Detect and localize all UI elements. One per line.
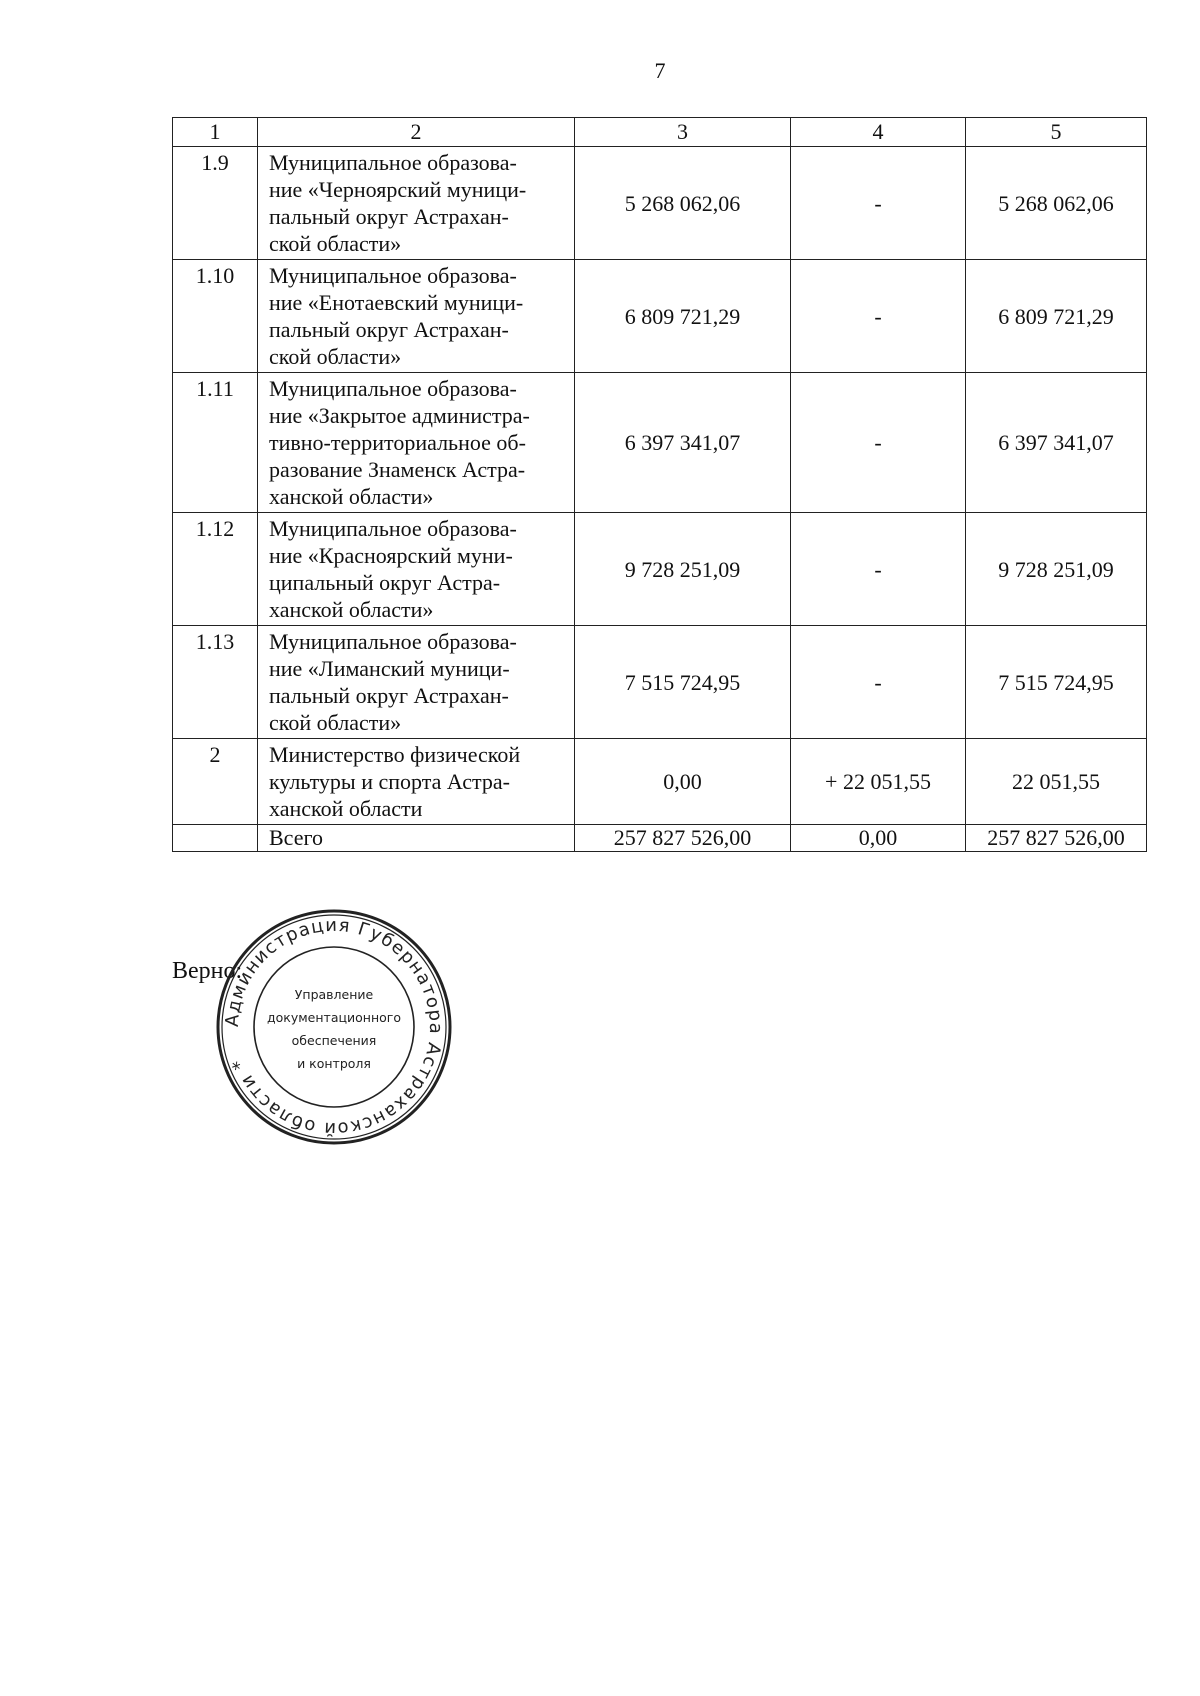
table-row	[173, 147, 1147, 260]
change-cell: + 22 051,55	[791, 739, 966, 825]
amount-cell: 6 809 721,29	[575, 260, 791, 373]
recipient-name-line: Муниципальное образова-	[269, 263, 517, 288]
new-amount-cell: 6 397 341,07	[966, 373, 1147, 513]
change-cell: -	[791, 626, 966, 739]
recipient-name	[258, 373, 575, 513]
recipient-name	[258, 626, 575, 739]
change-cell: -	[791, 147, 966, 260]
column-header: 4	[791, 118, 966, 147]
allocation-table	[172, 117, 1147, 852]
recipient-name-line: ние «Красноярский муни-	[269, 543, 513, 568]
recipient-name-line: ской области»	[269, 710, 402, 735]
total-row	[173, 825, 1147, 852]
row-number: 1.13	[173, 626, 258, 739]
recipient-name-line: ханской области»	[269, 597, 434, 622]
recipient-name-line: ние «Черноярский муници-	[269, 177, 527, 202]
recipient-name	[258, 739, 575, 825]
table-row	[173, 513, 1147, 626]
amount-cell: 6 397 341,07	[575, 373, 791, 513]
recipient-name-line: культуры и спорта Астра-	[269, 769, 510, 794]
stamp-inner-line: Управление	[294, 987, 374, 1002]
total-label: Всего	[258, 825, 575, 852]
new-amount-cell: 7 515 724,95	[966, 626, 1147, 739]
recipient-name-line: Министерство физической	[269, 742, 521, 767]
total-change: 0,00	[791, 825, 966, 852]
table-header-row	[173, 118, 1147, 147]
recipient-name-line: Муниципальное образова-	[269, 376, 517, 401]
recipient-name	[258, 147, 575, 260]
table-row	[173, 739, 1147, 825]
total-new-amount: 257 827 526,00	[966, 825, 1147, 852]
table-row	[173, 373, 1147, 513]
recipient-name-line: ние «Закрытое администра-	[269, 403, 530, 428]
row-number: 2	[173, 739, 258, 825]
recipient-name-line: пальный округ Астрахан-	[269, 683, 509, 708]
official-stamp	[214, 907, 454, 1147]
table-row	[173, 626, 1147, 739]
change-cell: -	[791, 260, 966, 373]
recipient-name-line: пальный округ Астрахан-	[269, 204, 509, 229]
stamp-inner-line: документационного	[267, 1010, 401, 1025]
change-cell: -	[791, 373, 966, 513]
total-amount: 257 827 526,00	[575, 825, 791, 852]
recipient-name	[258, 513, 575, 626]
page-number: 7	[654, 58, 666, 83]
recipient-name-line: Муниципальное образова-	[269, 629, 517, 654]
amount-cell: 0,00	[575, 739, 791, 825]
column-header: 1	[173, 118, 258, 147]
recipient-name-line: ципальный округ Астра-	[269, 570, 501, 595]
row-number: 1.11	[173, 373, 258, 513]
table-row	[173, 260, 1147, 373]
stamp-inner-line: и контроля	[297, 1056, 371, 1071]
new-amount-cell: 5 268 062,06	[966, 147, 1147, 260]
recipient-name-line: разование Знаменск Астра-	[269, 457, 526, 482]
new-amount-cell: 22 051,55	[966, 739, 1147, 825]
new-amount-cell: 9 728 251,09	[966, 513, 1147, 626]
recipient-name-line: ханской области	[269, 796, 423, 821]
recipient-name-line: пальный округ Астрахан-	[269, 317, 509, 342]
stamp-outer-text: Администрация Губернатора Астраханской области *	[221, 914, 447, 1140]
recipient-name-line: ской области»	[269, 231, 402, 256]
row-number: 1.9	[173, 147, 258, 260]
stamp-outer-ring	[218, 911, 450, 1143]
recipient-name-line: ние «Лиманский муници-	[269, 656, 510, 681]
stamp-inner-line: обеспечения	[291, 1033, 377, 1048]
recipient-name	[258, 260, 575, 373]
total-number	[173, 825, 258, 852]
stamp-inner-ring	[254, 947, 414, 1107]
amount-cell: 5 268 062,06	[575, 147, 791, 260]
column-header: 2	[258, 118, 575, 147]
row-number: 1.10	[173, 260, 258, 373]
row-number: 1.12	[173, 513, 258, 626]
amount-cell: 9 728 251,09	[575, 513, 791, 626]
verno-label: Верно:	[172, 958, 243, 984]
recipient-name-line: Муниципальное образова-	[269, 150, 517, 175]
column-header: 3	[575, 118, 791, 147]
recipient-name-line: ханской области»	[269, 484, 434, 509]
change-cell: -	[791, 513, 966, 626]
new-amount-cell: 6 809 721,29	[966, 260, 1147, 373]
recipient-name-line: ской области»	[269, 344, 402, 369]
column-header: 5	[966, 118, 1147, 147]
recipient-name-line: тивно-территориальное об-	[269, 430, 526, 455]
recipient-name-line: Муниципальное образова-	[269, 516, 517, 541]
recipient-name-line: ние «Енотаевский муници-	[269, 290, 524, 315]
amount-cell: 7 515 724,95	[575, 626, 791, 739]
